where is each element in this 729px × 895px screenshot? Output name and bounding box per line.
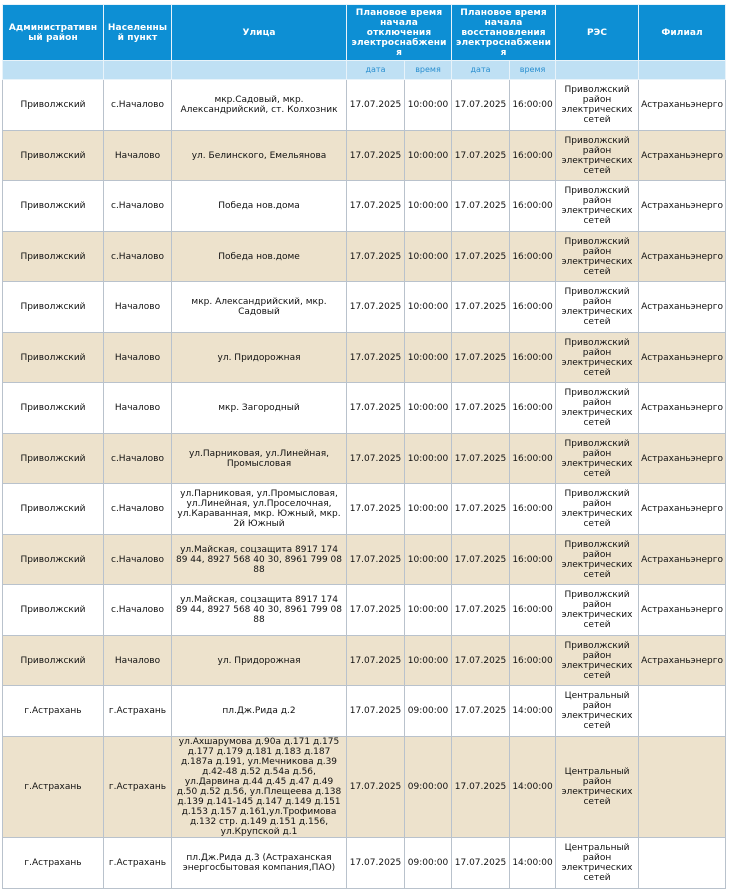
cell-street: ул.Парниковая, ул.Промысловая, ул.Линейная, ул.Проселочная, ул.Караванная, мкр. Южный, мкр. 2й Южный <box>172 484 347 535</box>
header-end: Плановое время начала восстановления электроснабжения <box>452 5 556 61</box>
cell-street: Победа нов.доме <box>172 232 347 282</box>
cell-start-date: 17.07.2025 <box>347 737 405 838</box>
cell-end-time: 16:00:00 <box>510 232 556 282</box>
cell-district: Приволжский <box>3 232 104 282</box>
cell-end-time: 16:00:00 <box>510 636 556 686</box>
cell-street: пл.Дж.Рида д.2 <box>172 686 347 737</box>
cell-res: Приволжский район электрических сетей <box>556 585 639 636</box>
cell-branch: Астраханьэнерго <box>639 484 726 535</box>
cell-branch: Астраханьэнерго <box>639 585 726 636</box>
subheader-empty <box>556 61 639 80</box>
cell-end-date: 17.07.2025 <box>452 131 510 181</box>
cell-start-time: 10:00:00 <box>405 181 452 232</box>
cell-district: Приволжский <box>3 636 104 686</box>
cell-res: Центральный район электрических сетей <box>556 737 639 838</box>
cell-end-date: 17.07.2025 <box>452 434 510 484</box>
cell-settlement: с.Началово <box>104 535 172 585</box>
cell-start-date: 17.07.2025 <box>347 383 405 434</box>
cell-start-time: 10:00:00 <box>405 333 452 383</box>
cell-end-date: 17.07.2025 <box>452 636 510 686</box>
cell-district: Приволжский <box>3 131 104 181</box>
cell-branch: Астраханьэнерго <box>639 333 726 383</box>
cell-start-date: 17.07.2025 <box>347 484 405 535</box>
cell-branch: Астраханьэнерго <box>639 434 726 484</box>
cell-end-date: 17.07.2025 <box>452 383 510 434</box>
header-start: Плановое время начала отключения электроснабжения <box>347 5 452 61</box>
cell-start-date: 17.07.2025 <box>347 282 405 333</box>
cell-district: Приволжский <box>3 181 104 232</box>
cell-start-time: 09:00:00 <box>405 737 452 838</box>
cell-start-date: 17.07.2025 <box>347 80 405 131</box>
cell-branch <box>639 838 726 889</box>
cell-res: Приволжский район электрических сетей <box>556 383 639 434</box>
cell-district: Приволжский <box>3 383 104 434</box>
cell-end-date: 17.07.2025 <box>452 484 510 535</box>
cell-start-date: 17.07.2025 <box>347 181 405 232</box>
cell-start-date: 17.07.2025 <box>347 333 405 383</box>
cell-branch: Астраханьэнерго <box>639 80 726 131</box>
cell-end-time: 16:00:00 <box>510 80 556 131</box>
cell-end-date: 17.07.2025 <box>452 838 510 889</box>
cell-start-time: 10:00:00 <box>405 636 452 686</box>
cell-settlement: г.Астрахань <box>104 737 172 838</box>
cell-branch: Астраханьэнерго <box>639 232 726 282</box>
cell-district: Приволжский <box>3 80 104 131</box>
cell-end-time: 16:00:00 <box>510 333 556 383</box>
cell-district: г.Астрахань <box>3 737 104 838</box>
cell-start-time: 09:00:00 <box>405 686 452 737</box>
cell-start-time: 10:00:00 <box>405 535 452 585</box>
table-row <box>3 181 726 232</box>
cell-res: Приволжский район электрических сетей <box>556 434 639 484</box>
cell-settlement: г.Астрахань <box>104 838 172 889</box>
cell-res: Приволжский район электрических сетей <box>556 535 639 585</box>
table-row <box>3 686 726 737</box>
cell-district: Приволжский <box>3 484 104 535</box>
cell-end-time: 16:00:00 <box>510 585 556 636</box>
table-row <box>3 131 726 181</box>
cell-settlement: Началово <box>104 333 172 383</box>
table-row <box>3 232 726 282</box>
table-row <box>3 838 726 889</box>
cell-street: пл.Дж.Рида д.3 (Астраханская энергосбытовая компания,ПАО) <box>172 838 347 889</box>
cell-start-date: 17.07.2025 <box>347 434 405 484</box>
cell-end-time: 14:00:00 <box>510 686 556 737</box>
subheader-end-date: дата <box>452 61 510 80</box>
cell-branch: Астраханьэнерго <box>639 181 726 232</box>
cell-settlement: с.Началово <box>104 585 172 636</box>
cell-street: мкр. Александрийский, мкр. Садовый <box>172 282 347 333</box>
table-row <box>3 585 726 636</box>
cell-res: Приволжский район электрических сетей <box>556 181 639 232</box>
cell-start-date: 17.07.2025 <box>347 131 405 181</box>
cell-branch <box>639 686 726 737</box>
cell-start-time: 10:00:00 <box>405 282 452 333</box>
header-settlement: Населенный пункт <box>104 5 172 61</box>
cell-end-date: 17.07.2025 <box>452 232 510 282</box>
cell-end-date: 17.07.2025 <box>452 737 510 838</box>
cell-street: Победа нов.дома <box>172 181 347 232</box>
cell-start-time: 10:00:00 <box>405 80 452 131</box>
cell-street: ул. Придорожная <box>172 333 347 383</box>
cell-res: Центральный район электрических сетей <box>556 686 639 737</box>
table-row <box>3 282 726 333</box>
table-row <box>3 636 726 686</box>
table-row <box>3 383 726 434</box>
cell-start-time: 10:00:00 <box>405 585 452 636</box>
cell-end-time: 14:00:00 <box>510 737 556 838</box>
cell-end-date: 17.07.2025 <box>452 80 510 131</box>
cell-end-time: 16:00:00 <box>510 131 556 181</box>
cell-branch: Астраханьэнерго <box>639 535 726 585</box>
subheader-start-time: время <box>405 61 452 80</box>
cell-end-date: 17.07.2025 <box>452 535 510 585</box>
table-row <box>3 737 726 838</box>
subheader-end-time: время <box>510 61 556 80</box>
header-res: РЭС <box>556 5 639 61</box>
cell-street: мкр.Садовый, мкр. Александрийский, ст. Колхозник <box>172 80 347 131</box>
table-row <box>3 484 726 535</box>
cell-branch <box>639 737 726 838</box>
subheader-empty <box>3 61 104 80</box>
cell-district: Приволжский <box>3 535 104 585</box>
header-street: Улица <box>172 5 347 61</box>
table-row <box>3 434 726 484</box>
cell-branch: Астраханьэнерго <box>639 636 726 686</box>
cell-settlement: Началово <box>104 636 172 686</box>
cell-district: Приволжский <box>3 585 104 636</box>
table-row <box>3 80 726 131</box>
cell-res: Приволжский район электрических сетей <box>556 484 639 535</box>
cell-start-date: 17.07.2025 <box>347 232 405 282</box>
cell-start-time: 09:00:00 <box>405 838 452 889</box>
cell-end-time: 16:00:00 <box>510 383 556 434</box>
cell-settlement: с.Началово <box>104 232 172 282</box>
subheader-row <box>3 61 726 80</box>
cell-end-time: 16:00:00 <box>510 484 556 535</box>
cell-end-date: 17.07.2025 <box>452 333 510 383</box>
header-branch: Филиал <box>639 5 726 61</box>
outage-schedule-table <box>2 4 726 889</box>
cell-start-date: 17.07.2025 <box>347 585 405 636</box>
cell-branch: Астраханьэнерго <box>639 282 726 333</box>
subheader-empty <box>104 61 172 80</box>
cell-res: Приволжский район электрических сетей <box>556 333 639 383</box>
cell-start-time: 10:00:00 <box>405 484 452 535</box>
subheader-empty <box>639 61 726 80</box>
subheader-empty <box>172 61 347 80</box>
cell-street: ул.Майская, соцзащита 8917 174 89 44, 8927 568 40 30, 8961 799 08 88 <box>172 585 347 636</box>
cell-branch: Астраханьэнерго <box>639 383 726 434</box>
cell-settlement: с.Началово <box>104 181 172 232</box>
cell-res: Приволжский район электрических сетей <box>556 232 639 282</box>
cell-district: г.Астрахань <box>3 838 104 889</box>
cell-street: ул.Парниковая, ул.Линейная, Промысловая <box>172 434 347 484</box>
cell-street: ул.Ахшарумова д.90а д.171 д.175 д.177 д.179 д.181 д.183 д.187 д.187а д.191, ул.Мечникова д.39 д.42-48 д.52 д.54а д.56, ул.Дарвина д.44 д.45 д.47 д.49 д.50 д.52 д.56, ул.Плещеева д.138 д.139 д.141-145 д.147 д.149 д.151 д.153 д.157 д.161,ул.Трофимова д.132 стр. д.149 д.151 д.156, ул.Крупской д.1 <box>172 737 347 838</box>
cell-district: Приволжский <box>3 333 104 383</box>
cell-street: ул.Майская, соцзащита 8917 174 89 44, 8927 568 40 30, 8961 799 08 88 <box>172 535 347 585</box>
cell-res: Приволжский район электрических сетей <box>556 80 639 131</box>
cell-end-date: 17.07.2025 <box>452 686 510 737</box>
cell-district: г.Астрахань <box>3 686 104 737</box>
cell-branch: Астраханьэнерго <box>639 131 726 181</box>
cell-district: Приволжский <box>3 434 104 484</box>
cell-settlement: с.Началово <box>104 484 172 535</box>
cell-end-date: 17.07.2025 <box>452 585 510 636</box>
cell-settlement: с.Началово <box>104 80 172 131</box>
cell-start-date: 17.07.2025 <box>347 686 405 737</box>
cell-settlement: Началово <box>104 282 172 333</box>
cell-start-date: 17.07.2025 <box>347 535 405 585</box>
cell-settlement: Началово <box>104 383 172 434</box>
table-row <box>3 333 726 383</box>
cell-end-time: 16:00:00 <box>510 434 556 484</box>
subheader-start-date: дата <box>347 61 405 80</box>
cell-res: Центральный район электрических сетей <box>556 838 639 889</box>
cell-street: ул. Белинского, Емельянова <box>172 131 347 181</box>
cell-end-time: 16:00:00 <box>510 181 556 232</box>
cell-settlement: г.Астрахань <box>104 686 172 737</box>
cell-res: Приволжский район электрических сетей <box>556 282 639 333</box>
cell-end-time: 14:00:00 <box>510 838 556 889</box>
cell-start-date: 17.07.2025 <box>347 636 405 686</box>
cell-end-date: 17.07.2025 <box>452 282 510 333</box>
cell-start-time: 10:00:00 <box>405 383 452 434</box>
cell-start-time: 10:00:00 <box>405 434 452 484</box>
cell-start-date: 17.07.2025 <box>347 838 405 889</box>
cell-end-time: 16:00:00 <box>510 282 556 333</box>
cell-res: Приволжский район электрических сетей <box>556 131 639 181</box>
cell-res: Приволжский район электрических сетей <box>556 636 639 686</box>
cell-start-time: 10:00:00 <box>405 131 452 181</box>
cell-street: мкр. Загородный <box>172 383 347 434</box>
table-row <box>3 535 726 585</box>
cell-end-time: 16:00:00 <box>510 535 556 585</box>
cell-street: ул. Придорожная <box>172 636 347 686</box>
header-row <box>3 5 726 61</box>
cell-settlement: с.Началово <box>104 434 172 484</box>
cell-start-time: 10:00:00 <box>405 232 452 282</box>
cell-settlement: Началово <box>104 131 172 181</box>
cell-end-date: 17.07.2025 <box>452 181 510 232</box>
header-district: Административный район <box>3 5 104 61</box>
cell-district: Приволжский <box>3 282 104 333</box>
